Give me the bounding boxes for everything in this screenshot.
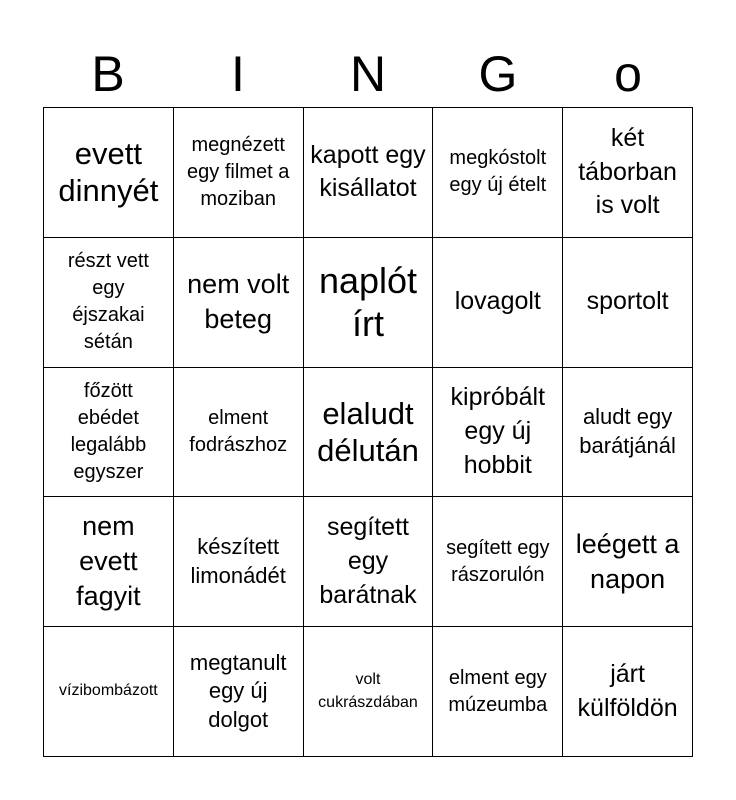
bingo-cell-1-1[interactable] (44, 108, 174, 238)
bingo-cell-4-1[interactable] (44, 497, 174, 627)
bingo-cell-3-2[interactable] (174, 368, 304, 498)
cell-label: volt cukrászdában (318, 671, 418, 711)
bingo-cell-2-1[interactable] (44, 238, 174, 368)
bingo-cell-1-2[interactable] (174, 108, 304, 238)
bingo-cell-3-1[interactable] (44, 368, 174, 498)
cell-label: segített egy barátnak (319, 513, 417, 609)
bingo-cell-4-5[interactable] (563, 497, 693, 627)
bingo-cell-1-3[interactable] (304, 108, 434, 238)
bingo-cell-1-4[interactable] (433, 108, 563, 238)
bingo-cell-2-2[interactable] (174, 238, 304, 368)
cell-label: megnézett egy filmet a moziban (187, 133, 290, 210)
cell-label: nem evett fagyit (76, 511, 141, 612)
bingo-cell-2-4[interactable] (433, 238, 563, 368)
cell-label: kapott egy kisállatot (310, 140, 426, 203)
cell-label: kipróbált egy új hobbit (450, 383, 546, 479)
cell-label: két táborban is volt (578, 123, 677, 220)
header-letter-o: o (614, 46, 642, 102)
bingo-cell-4-3[interactable] (304, 497, 434, 627)
bingo-cell-4-4[interactable] (433, 497, 563, 627)
bingo-cell-3-3[interactable] (304, 368, 434, 498)
bingo-header (43, 40, 693, 108)
header-letter-n: N (349, 46, 387, 102)
cell-label: elment fodrászhoz (189, 406, 288, 456)
cell-label: nem volt beteg (187, 269, 290, 335)
cell-label: sportolt (586, 287, 669, 316)
bingo-cell-1-5[interactable] (563, 108, 693, 238)
bingo-cell-3-5[interactable] (563, 368, 693, 498)
cell-label: járt külföldön (577, 659, 678, 722)
bingo-cell-5-2[interactable] (174, 627, 304, 757)
cell-label: vízibombázott (59, 682, 158, 700)
cell-label: aludt egy barátjánál (579, 404, 676, 458)
cell-label: elaludt délután (317, 395, 419, 468)
cell-label: készített limonádét (190, 534, 286, 588)
cell-label: segített egy rászorulón (446, 536, 550, 586)
bingo-cell-4-2[interactable] (174, 497, 304, 627)
cell-label: evett dinnyét (58, 136, 159, 209)
header-letter-b: B (91, 46, 125, 102)
cell-label: megkóstolt egy új ételt (449, 147, 547, 197)
cell-label: megtanult egy új dolgot (189, 649, 287, 732)
bingo-cell-2-5[interactable] (563, 238, 693, 368)
bingo-grid (43, 107, 693, 757)
cell-label: elment egy múzeumba (448, 666, 548, 716)
cell-label: naplót írt (318, 260, 418, 345)
cell-label: lovagolt (454, 287, 541, 316)
bingo-cell-5-5[interactable] (563, 627, 693, 757)
bingo-cell-5-1[interactable] (44, 627, 174, 757)
header-letter-g: G (478, 46, 518, 102)
cell-label: főzött ebédet legalább egyszer (70, 379, 147, 483)
bingo-cell-2-3[interactable] (304, 238, 434, 368)
bingo-cell-5-3[interactable] (304, 627, 434, 757)
bingo-cell-3-4[interactable] (433, 368, 563, 498)
header-letter-i: I (231, 46, 245, 102)
cell-label: részt vett egy éjszakai sétán (67, 250, 149, 354)
bingo-cell-5-4[interactable] (433, 627, 563, 757)
cell-label: leégett a napon (575, 528, 680, 594)
